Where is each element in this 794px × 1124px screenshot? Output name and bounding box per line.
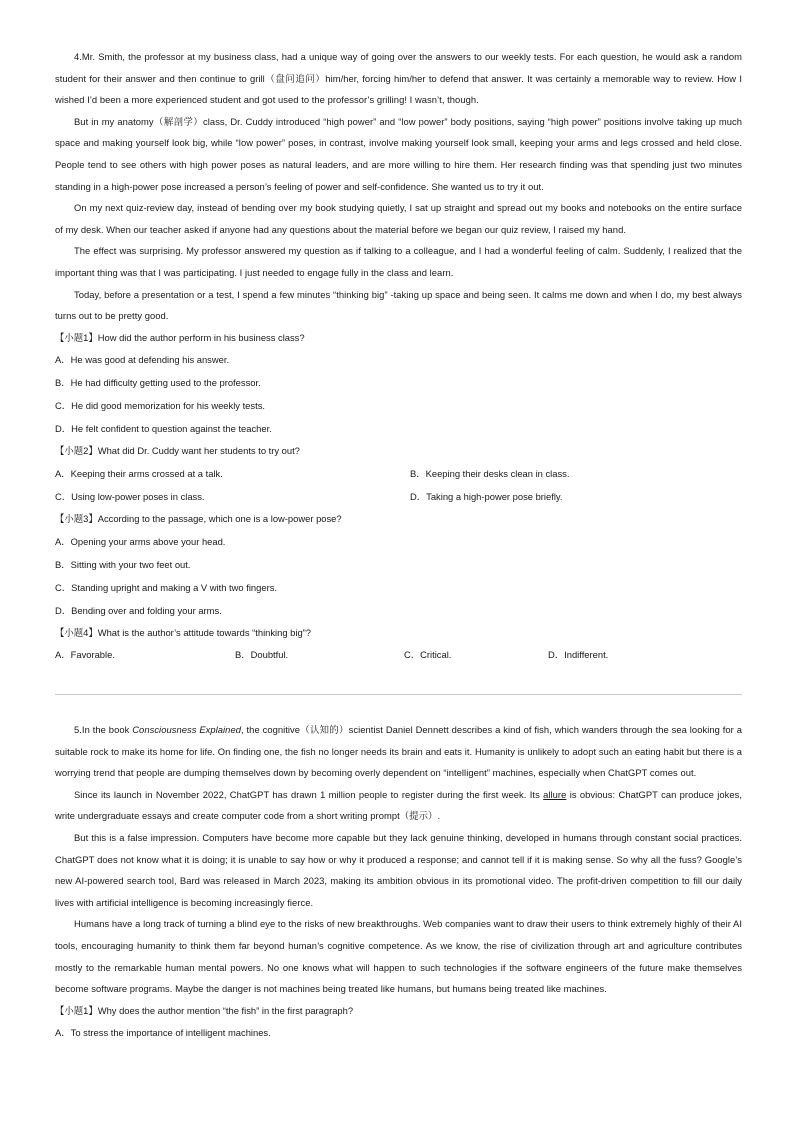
option-b: B．Doubtful. [235,649,289,661]
option-d: D．Indifferent. [548,649,609,661]
option-a: A．He was good at defending his answer. [55,354,230,366]
option-row [55,462,742,485]
option-a: A．Opening your arms above your head. [55,535,226,547]
passage-4-paragraph-3: On my next quiz-review day, instead of bending over my book studying quietly, I sat up straight and spread out my books and notebooks on the entire surface of my desk. When our teacher asked if anyone had any questions about the material before we began our quiz review, I raised my hand. [55,202,742,235]
option-row [55,643,742,666]
option-d: D．Taking a high-power pose briefly. [410,490,563,502]
passage-5-paragraph-2 [55,784,742,827]
option-d: D．Bending over and folding your arms. [55,604,222,616]
option-c: C．He did good memorization for his weekly tests. [55,400,265,412]
question-stem: 【小题3】According to the passage, which one is a low-power pose? [55,512,342,524]
question-stem: 【小题1】Why does the author mention “the fish” in the first paragraph? [55,1004,354,1016]
passage-4-paragraph-2: But in my anatomy（解剖学）class, Dr. Cuddy introduced “high power” and “low power” body positions, saying “high power” positions involve taking up much space and making yourself look big, while “low power” poses, in contrast, involve making yourself look small, keeping your arms and legs crossed and held close. People tend to see others with high power poses as natural leaders, and are more willing to hire them. Her research finding was that spending just two minutes standing in a high-power pose increased a person’s feeling of power and self-confidence. She wanted us to try it out. [55,115,742,192]
passage-4-paragraph-1: 4.Mr. Smith, the professor at my business class, had a unique way of going over the answers to our weekly tests. For each question, he would ask a random student for their answer and then continue to grill（盘问追问）him/her, forcing him/her to defend that answer. It was certainly a memorable way to review. How I wished I’d been a more experienced student and got used to the professor’s grilling! I wasn’t, though. [55,51,742,106]
underlined-word: allure [543,788,567,800]
paragraph-text: Since its launch in November 2022, ChatGPT has drawn 1 million people to register during the first week. Its [74,788,544,800]
option-c: C．Using low-power poses in class. [55,490,205,502]
paragraph-text: is obvious: ChatGPT can produce jokes, write undergraduate essays and create computer code from a short writing prompt（提示）. [55,788,743,822]
question-stem: 【小题4】What is the author’s attitude towards “thinking big”? [55,626,312,638]
option-c: C．Standing upright and making a V with two fingers. [55,581,277,593]
option-c: C．Critical. [404,649,452,661]
option-row [55,485,742,508]
passage-5-paragraph-3: But this is a false impression. Computers have become more capable but they lack genuine thinking, developed in humans through constant social practices. ChatGPT does not know what it is doing; it is unable to say how or why it produced a response; and cannot tell if it is making sense. So why all the fuss? Google’s new AI-powered search tool, Bard was released in March 2023, making its ambition obvious in its promotional video. The profit-driven competition to fill our daily lives with artificial intelligence is becoming increasingly fierce. [55,831,742,908]
passage-4 [55,46,742,666]
option-d: D．He felt confident to question against the teacher. [55,423,272,435]
option-b: B．Sitting with your two feet out. [55,558,191,570]
passage-4-paragraph-5: Today, before a presentation or a test, I spend a few minutes “thinking big” -taking up space and being seen. It calms me down and when I do, my best always turns out to be pretty good. [55,288,742,322]
option-b: B．He had difficulty getting used to the professor. [55,377,261,389]
passage-4-paragraph-4: The effect was surprising. My professor answered my question as if talking to a colleague, and I had a wonderful feeling of calm. Suddenly, I realized that the important thing was that I was participating. I just needed to engage fully in the class and learn. [55,245,742,278]
paragraph-text: , the cognitive（认知的）scientist Daniel Dennett describes a kind of fish, which wanders through the sea looking for a suitable rock to make its home for life. On finding one, the fish no longer needs its brain and eats it. Humanity is unlikely to adopt such an eating habit but there is a worrying trend that people are dumping themselves down by becoming overly dependent on “intelligent” machines, especially when ChatGPT comes out. [55,724,742,779]
book-title: Consciousness Explained [132,724,241,735]
option-a: A．To stress the importance of intelligent machines. [55,1027,271,1039]
section-divider [55,694,742,695]
option-a: A．Favorable. [55,649,115,661]
passage-5 [55,719,742,1044]
question-stem: 【小题1】How did the author perform in his business class? [55,331,305,343]
paragraph-text: 5.In the book [74,724,133,735]
option-a: A．Keeping their arms crossed at a talk. [55,467,223,479]
passage-5-paragraph-4: Humans have a long track of turning a blind eye to the risks of new breakthroughs. Web companies want to draw their users to think extremely highly of their AI tools, encouraging humanity to think them far beyond human’s cognitive competence. As we know, the rise of civilization through art and agriculture contributes mostly to the remarkable human mental powers. No one knows what will happen to such technologies if the software engineers of the future make themselves become software programs. Maybe the danger is not machines being treated like humans, but humans being treated like machines. [55,918,742,995]
question-stem: 【小题2】What did Dr. Cuddy want her students to try out? [55,445,300,457]
option-b: B．Keeping their desks clean in class. [410,467,570,479]
passage-5-paragraph-1 [55,719,742,784]
